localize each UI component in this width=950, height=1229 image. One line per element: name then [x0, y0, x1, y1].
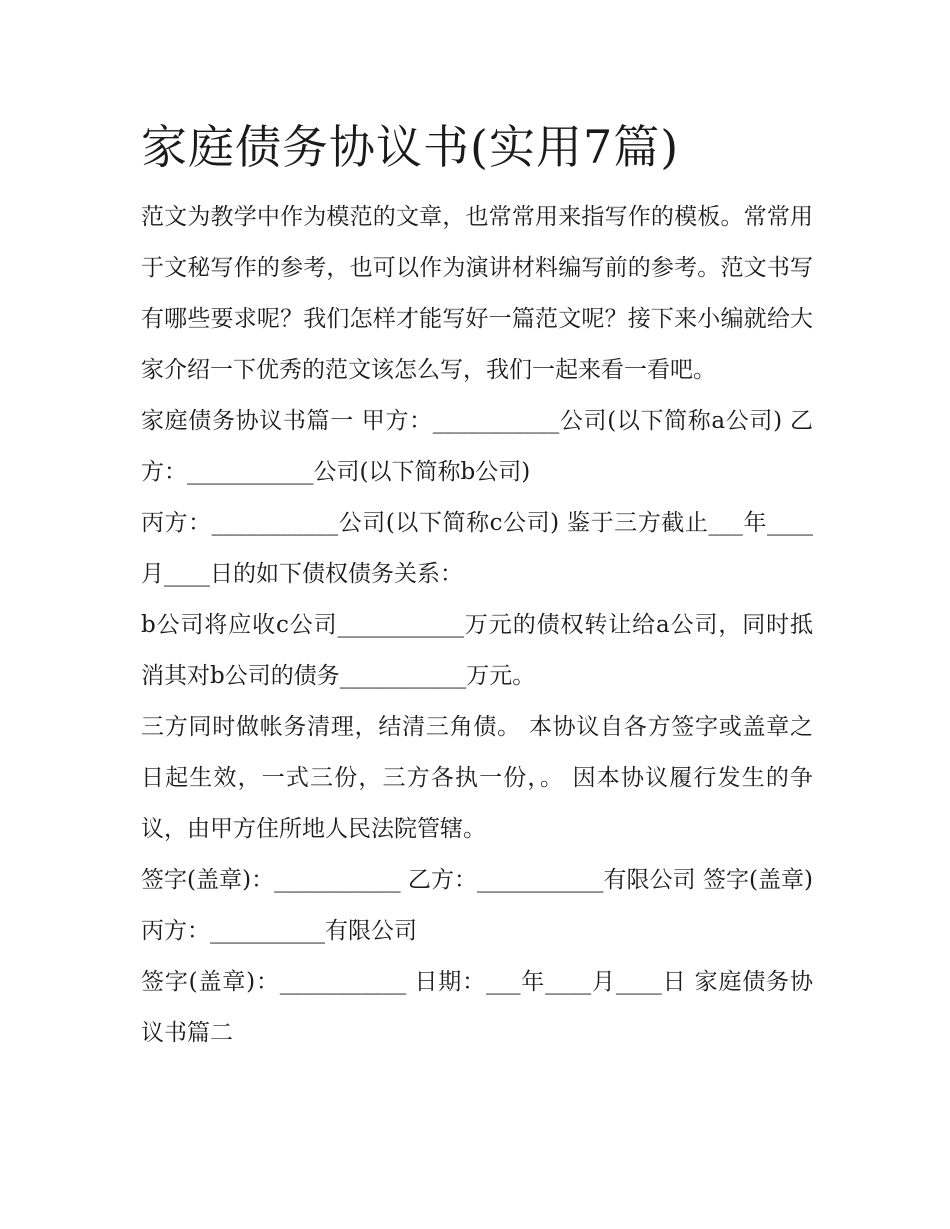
intro-paragraph: 范文为教学中作为模范的文章，也常常用来指写作的模板。常常用于文秘写作的参考，也可以作为演讲材料编写前的参考。范文书写有哪些要求呢？我们怎样才能写好一篇范文呢？接下来小编就给大家介绍一下优秀的范文该怎么写，我们一起来看一看吧。: [141, 204, 813, 383]
date-paragraph: 签字(盖章)：___________ 日期：___年____月____日 家庭债务协议书篇二: [141, 969, 813, 1046]
terms-paragraph: 三方同时做帐务清理，结清三角债。 本协议自各方签字或盖章之日起生效，一式三份，三方各执一份，。 因本协议履行发生的争议，由甲方住所地人民法院管辖。: [141, 714, 813, 842]
signature-paragraph: 签字(盖章)：___________ 乙方：___________有限公司 签字(盖章) 丙方：__________有限公司: [141, 867, 813, 944]
document-title: 家庭债务协议书(实用7篇): [141, 120, 680, 174]
agreement-parties-paragraph: 家庭债务协议书篇一 甲方：___________公司(以下简称a公司) 乙方：___________公司(以下简称b公司): [141, 408, 813, 485]
debt-transfer-paragraph: b公司将应收c公司___________万元的债权转让给a公司，同时抵消其对b公司的债务___________万元。: [141, 612, 813, 689]
document-page: [141, 112, 813, 1059]
third-party-paragraph: 丙方：___________公司(以下简称c公司) 鉴于三方截止___年____月____日的如下债权债务关系：: [141, 510, 813, 587]
